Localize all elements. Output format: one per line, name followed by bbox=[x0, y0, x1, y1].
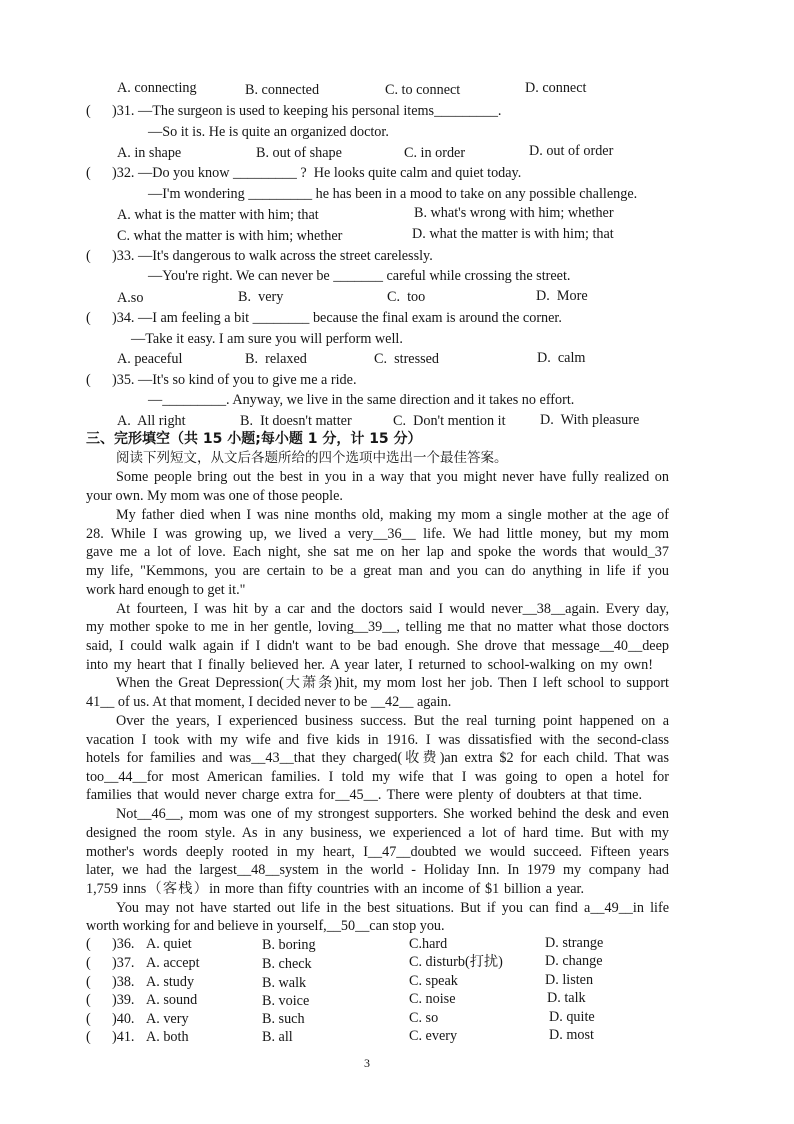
cloze-37-option-c: C. disturb(打扰) bbox=[409, 954, 503, 970]
passage-line: My father died when I was nine months old, making my mom a single mother at the age of bbox=[116, 507, 669, 523]
page-number: 3 bbox=[364, 1056, 370, 1070]
q33-option-a: A.so bbox=[117, 290, 144, 306]
q35-option-d: D. With pleasure bbox=[540, 412, 640, 428]
cloze-40-option-d: D. quite bbox=[549, 1009, 595, 1025]
q30-option-a: A. connecting bbox=[117, 80, 197, 96]
cloze-38-option-a: A. study bbox=[146, 974, 195, 990]
q34-option-d: D. calm bbox=[537, 350, 586, 366]
q33-stem: ( )33. —It's dangerous to walk across the street carelessly. bbox=[86, 248, 433, 264]
passage-line: 1,759 inns（客栈）in more than fifty countries with an income of $1 billion a year. bbox=[86, 881, 584, 897]
cloze-41-option-a: A. both bbox=[146, 1029, 189, 1045]
q32-reply: —I'm wondering _________ he has been in a mood to take on any possible challenge. bbox=[148, 186, 638, 202]
passage-line: When the Great Depression(大萧条)hit, my mom lost her job. Then I left school to support bbox=[116, 675, 669, 691]
passage-line: 41__ of us. At that moment, I decided never to be __42__ again. bbox=[86, 694, 452, 710]
passage-line: hotels for families and was__43__that they charged(收费)an extra $2 for each child. That was bbox=[86, 750, 669, 766]
q33-option-b: B. very bbox=[238, 289, 284, 305]
cloze-37-option-b: B. check bbox=[262, 956, 312, 972]
cloze-40-option-a: A. very bbox=[146, 1011, 189, 1027]
q34-stem: ( )34. —I am feeling a bit ________ because the final exam is around the corner. bbox=[86, 310, 562, 326]
passage-line: too__44__for most American families. I told my wife that I was going to open a hotel for bbox=[86, 769, 669, 785]
passage-line: my mother spoke to me in her gentle, loving__39__, telling me that no matter what those doctors bbox=[86, 619, 669, 635]
q35-option-b: B. It doesn't matter bbox=[240, 413, 352, 429]
passage-line: work hard enough to get it." bbox=[86, 582, 246, 598]
passage-line: You may not have started out life in the best situations. But if you can find a__49__in life bbox=[116, 900, 669, 916]
passage-line: families that would never charge extra for__45__. There were plenty of doubters at that time. bbox=[86, 787, 642, 803]
passage-line: said, I could walk again if I didn't want to be bad enough. She drove that message__40__deep bbox=[86, 638, 669, 654]
cloze-36-option-c: C.hard bbox=[409, 936, 448, 952]
passage-line: later, we had the largest__48__system in the world - Holiday Inn. In 1979 my company had bbox=[86, 862, 669, 878]
passage-line: At fourteen, I was hit by a car and the doctors said I would never__38__again. Every day, bbox=[116, 601, 669, 617]
cloze-41-option-c: C. every bbox=[409, 1028, 458, 1044]
cloze-39-option-a: A. sound bbox=[146, 992, 198, 1008]
q35-stem: ( )35. —It's so kind of you to give me a ride. bbox=[86, 372, 357, 388]
cloze-36-option-b: B. boring bbox=[262, 937, 316, 953]
passage-line: designed the room style. As in any business, we experienced a lot of hard time. But with my bbox=[86, 825, 669, 841]
cloze-41-number: ( )41. bbox=[86, 1029, 135, 1045]
passage-line: vacation I took with my wife and five kids in 1916. I was dissatisfied with the second-class bbox=[86, 732, 669, 748]
cloze-39-number: ( )39. bbox=[86, 992, 135, 1008]
cloze-37-option-d: D. change bbox=[545, 953, 603, 969]
cloze-38-number: ( )38. bbox=[86, 974, 135, 990]
cloze-39-option-b: B. voice bbox=[262, 993, 310, 1009]
q30-option-c: C. to connect bbox=[385, 82, 461, 98]
q35-option-c: C. Don't mention it bbox=[393, 413, 506, 429]
q35-reply: —_________. Anyway, we live in the same direction and it takes no effort. bbox=[148, 392, 575, 408]
passage-line: Over the years, I experienced business success. But the real turning point happened on a bbox=[116, 713, 669, 729]
cloze-36-number: ( )36. bbox=[86, 936, 135, 952]
q33-option-c: C. too bbox=[387, 289, 426, 305]
q32-option-d: D. what the matter is with him; that bbox=[412, 226, 614, 242]
q32-stem: ( )32. —Do you know _________ ? He looks quite calm and quiet today. bbox=[86, 165, 522, 181]
q31-reply: —So it is. He is quite an organized doctor. bbox=[148, 124, 389, 140]
q30-option-d: D. connect bbox=[525, 80, 587, 96]
passage-line: mother's words deeply rooted in my heart, I__47__doubted we would succeed. Fifteen years bbox=[86, 844, 669, 860]
cloze-39-option-d: D. talk bbox=[547, 990, 586, 1006]
q33-option-d: D. More bbox=[536, 288, 588, 304]
q32-option-b: B. what's wrong with him; whether bbox=[414, 205, 614, 221]
cloze-36-option-d: D. strange bbox=[545, 935, 604, 951]
q31-option-c: C. in order bbox=[404, 145, 466, 161]
cloze-41-option-b: B. all bbox=[262, 1029, 293, 1045]
cloze-38-option-b: B. walk bbox=[262, 975, 307, 991]
cloze-37-number: ( )37. bbox=[86, 955, 135, 971]
passage-line: Not__46__, mom was one of my strongest supporters. She worked behind the desk and even bbox=[116, 806, 669, 822]
passage-line: 28. While I was growing up, we lived a very__36__ life. We had little money, but my mom bbox=[86, 526, 669, 542]
q32-option-c: C. what the matter is with him; whether bbox=[117, 228, 343, 244]
q31-option-a: A. in shape bbox=[117, 145, 182, 161]
passage-line: your own. My mom was one of those people. bbox=[86, 488, 343, 504]
section-title: 三、完形填空（共 15 小题;每小题 1 分，计 15 分） bbox=[86, 431, 422, 447]
section-instruction: 阅读下列短文，从文后各题所给的四个选项中选出一个最佳答案。 bbox=[116, 450, 508, 466]
q33-reply: —You're right. We can never be _______ careful while crossing the street. bbox=[148, 268, 571, 284]
q34-reply: —Take it easy. I am sure you will perform well. bbox=[131, 331, 403, 347]
cloze-40-number: ( )40. bbox=[86, 1011, 135, 1027]
cloze-39-option-c: C. noise bbox=[409, 991, 456, 1007]
passage-line: into my heart that I finally believed her. A year later, I returned to school-walking on my own! bbox=[86, 657, 653, 673]
cloze-37-option-a: A. accept bbox=[146, 955, 200, 971]
cloze-40-option-b: B. such bbox=[262, 1011, 305, 1027]
q35-option-a: A. All right bbox=[117, 413, 186, 429]
q31-option-d: D. out of order bbox=[529, 143, 614, 159]
q31-stem: ( )31. —The surgeon is used to keeping his personal items_________. bbox=[86, 103, 502, 119]
q34-option-b: B. relaxed bbox=[245, 351, 307, 367]
cloze-40-option-c: C. so bbox=[409, 1010, 439, 1026]
q31-option-b: B. out of shape bbox=[256, 145, 342, 161]
cloze-41-option-d: D. most bbox=[549, 1027, 594, 1043]
q30-option-b: B. connected bbox=[245, 82, 320, 98]
passage-line: gave me a lot of love. Each night, she sat me on her lap and spoke the words that would_37 bbox=[86, 544, 669, 560]
q32-option-a: A. what is the matter with him; that bbox=[117, 207, 319, 223]
q34-option-c: C. stressed bbox=[374, 351, 440, 367]
passage-line: my life, "Kemmons, you are certain to be a great man and you can do anything in life if you bbox=[86, 563, 669, 579]
cloze-38-option-d: D. listen bbox=[545, 972, 594, 988]
cloze-36-option-a: A. quiet bbox=[146, 936, 192, 952]
q34-option-a: A. peaceful bbox=[117, 351, 183, 367]
passage-line: worth working for and believe in yourself,__50__can stop you. bbox=[86, 918, 445, 934]
cloze-38-option-c: C. speak bbox=[409, 973, 458, 989]
passage-line: Some people bring out the best in you in a way that you might never have fully realized on bbox=[116, 469, 669, 485]
